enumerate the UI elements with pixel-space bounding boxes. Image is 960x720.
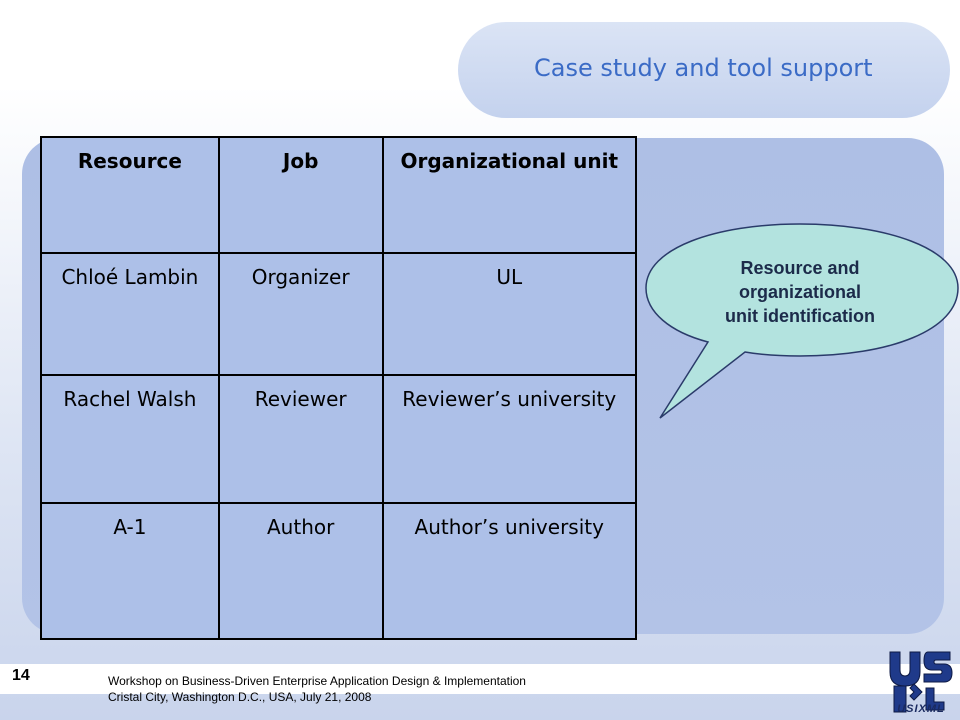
- table-row: [41, 375, 636, 503]
- resource-table: [40, 136, 637, 640]
- cell-resource: Chloé Lambin: [41, 253, 219, 375]
- table-row: [41, 503, 636, 639]
- footer-event: Workshop on Business-Driven Enterprise Application Design & Implementation: [108, 674, 526, 688]
- cell-job: Organizer: [219, 253, 383, 375]
- cell-job: Author: [219, 503, 383, 639]
- callout-text: [665, 256, 935, 328]
- cell-resource: Rachel Walsh: [41, 375, 219, 503]
- table-row: [41, 253, 636, 375]
- callout-line: Resource and: [740, 258, 860, 278]
- logo-caption: USIXML: [897, 703, 945, 715]
- callout-line: organizational: [738, 282, 861, 302]
- footer-location-date: Cristal City, Washington D.C., USA, July 21, 2008: [108, 690, 372, 704]
- cell-job: Reviewer: [219, 375, 383, 503]
- callout-line: unit identification: [725, 306, 875, 326]
- cell-organizational-unit: UL: [383, 253, 636, 375]
- page-number: 14: [12, 667, 30, 684]
- cell-organizational-unit: Author’s university: [383, 503, 636, 639]
- header-job: Job: [219, 137, 383, 253]
- header-organizational-unit: Organizational unit: [383, 137, 636, 253]
- cell-organizational-unit: Reviewer’s university: [383, 375, 636, 503]
- cell-resource: A-1: [41, 503, 219, 639]
- table-header-row: [41, 137, 636, 253]
- header-resource: Resource: [41, 137, 219, 253]
- slide-title: Case study and tool support: [534, 54, 873, 82]
